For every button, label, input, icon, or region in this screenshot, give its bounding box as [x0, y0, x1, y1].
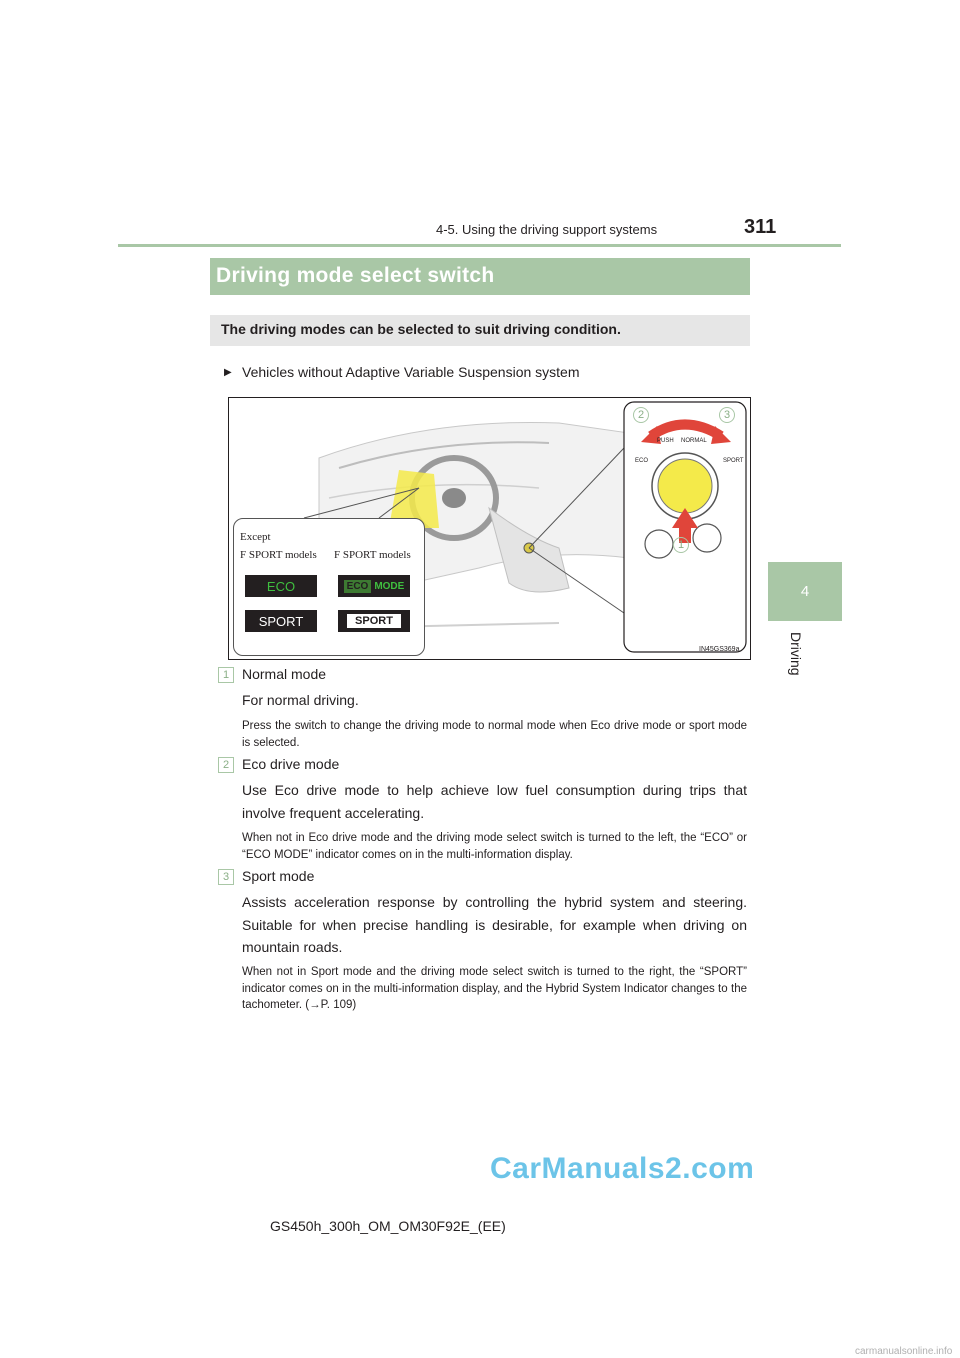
section-header: 4-5. Using the driving support systems [436, 222, 658, 237]
sport-indicator [245, 610, 317, 632]
fsport-models-label: F SPORT models [334, 549, 411, 561]
bullet-text: Vehicles without Adaptive Variable Suspension system [242, 364, 580, 380]
item-body-3: Assists acceleration response by controlling the hybrid system and steering. Suitable for when precise handling is desirable, for example when driving on mountain roads. [242, 894, 747, 955]
item-number-1: 1 [218, 667, 234, 683]
switch-normal-label: NORMAL [681, 438, 707, 444]
section-title: Driving mode select switch [216, 264, 495, 287]
mode-text: MODE [374, 580, 405, 592]
chapter-tab [768, 562, 842, 621]
item-number-2: 2 [218, 757, 234, 773]
sport-indicator-text: SPORT [258, 613, 304, 629]
item-note-1: Press the switch to change the driving mode to normal mode when Eco drive mode or sport mode is selected. [242, 720, 747, 749]
item-note-2: When not in Eco drive mode and the driving mode select switch is turned to the left, the “ECO” or “ECO MODE” indicator comes on in the multi-information display. [242, 832, 747, 861]
chapter-tab-label: Driving [788, 632, 804, 676]
eco-indicator [245, 575, 317, 597]
watermark-bottom: carmanualsonline.info [855, 1346, 953, 1357]
item-title-2: Eco drive mode [242, 756, 340, 772]
switch-push-label: PUSH [657, 438, 674, 444]
sport-f-indicator [338, 610, 410, 632]
eco-box-text: ECO [344, 580, 372, 593]
callout-2: 2 [633, 407, 649, 423]
switch-sport-label: SPORT [723, 458, 744, 464]
watermark-logo: CarManuals2.com [490, 1152, 755, 1185]
eco-mode-indicator [338, 575, 410, 597]
sport-f-text: SPORT [347, 614, 401, 628]
except-label: Except [240, 531, 271, 543]
header-divider [118, 244, 841, 247]
callout-1: 1 [673, 537, 689, 553]
switch-eco-label: ECO [635, 458, 649, 464]
indicator-inset [233, 518, 425, 656]
item-number-3: 3 [218, 869, 234, 885]
triangle-right-icon: ▶ [224, 367, 232, 378]
item-note-3: When not in Sport mode and the driving mode select switch is turned to the right, the “SPORT” indicator comes on in the multi-information display, and the Hybrid System Indicator changes to the tachometer. (→P. 109) [242, 966, 747, 1011]
chapter-tab-number: 4 [800, 583, 810, 600]
item-body-2: Use Eco drive mode to help achieve low fuel consumption during trips that involve frequent accelerating. [242, 782, 747, 821]
figure-code: IN45GS369a [699, 646, 740, 653]
eco-indicator-text: ECO [266, 578, 296, 594]
dashboard-illustration [228, 397, 751, 660]
intro-text: The driving modes can be selected to suit driving condition. [221, 321, 621, 337]
page-number: 311 [744, 216, 777, 238]
document-code: GS450h_300h_OM_OM30F92E_(EE) [270, 1218, 506, 1234]
item-body-1: For normal driving. [242, 692, 359, 708]
item-title-3: Sport mode [242, 868, 315, 884]
callout-3: 3 [719, 407, 735, 423]
item-title-1: Normal mode [242, 666, 327, 682]
except-models-label: F SPORT models [240, 549, 317, 561]
